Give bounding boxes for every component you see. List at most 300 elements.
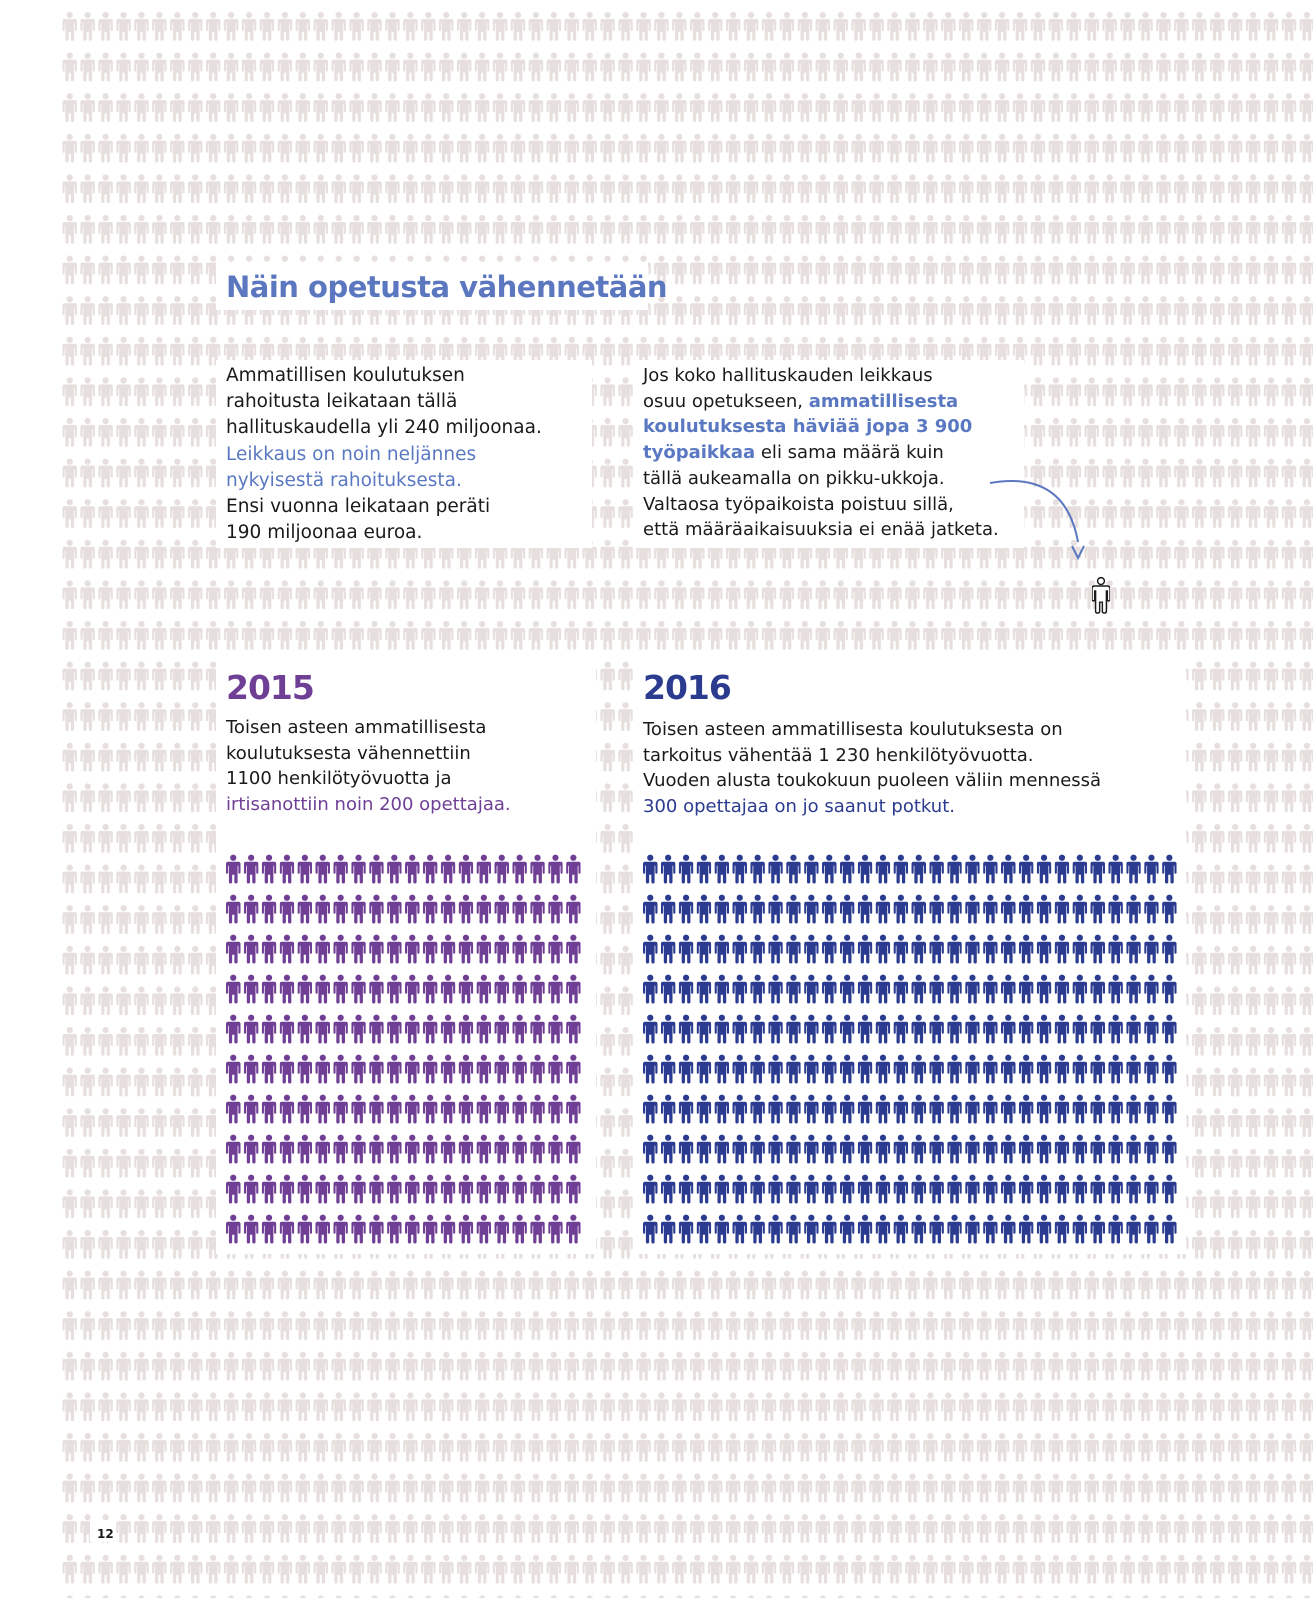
person-icon: [733, 1135, 748, 1164]
person-icon: [1144, 1215, 1159, 1244]
person-icon: [459, 1175, 474, 1204]
person-icon: [512, 1015, 527, 1044]
year-2016-line: tarkoitus vähentää 1 230 henkilötyövuotta.: [643, 744, 1034, 766]
person-icon: [1073, 975, 1088, 1004]
person-icon: [512, 935, 527, 964]
left-intro-line: rahoitusta leikataan tällä: [226, 391, 458, 413]
person-icon: [1001, 1015, 1016, 1044]
year-2016-line: Toisen asteen ammatillisesta koulutuksesta on: [643, 719, 1063, 740]
person-icon: [768, 1055, 783, 1084]
person-icon: [387, 1135, 402, 1164]
person-icon: [280, 855, 295, 884]
person-icon: [894, 855, 909, 884]
person-icon: [226, 1215, 241, 1244]
person-icon: [280, 1175, 295, 1204]
person-icon: [423, 895, 438, 924]
right-intro-text: [643, 363, 999, 543]
person-icon: [423, 1055, 438, 1084]
person-icon: [316, 1055, 331, 1084]
person-icon: [983, 895, 998, 924]
person-icon: [822, 1015, 837, 1044]
person-icon: [947, 1215, 962, 1244]
person-icon: [548, 855, 563, 884]
person-icon: [947, 975, 962, 1004]
person-icon: [316, 1175, 331, 1204]
person-icon: [1092, 574, 1110, 616]
person-icon: [333, 1095, 348, 1124]
right-intro-highlight-line: koulutuksesta häviää jopa 3 900: [643, 416, 973, 438]
person-icon: [983, 1135, 998, 1164]
person-icon: [244, 1175, 259, 1204]
person-icon: [244, 1015, 259, 1044]
person-icon: [929, 1175, 944, 1204]
person-icon: [679, 1015, 694, 1044]
person-icon: [405, 1055, 420, 1084]
person-icon: [715, 1055, 730, 1084]
person-icon: [715, 1095, 730, 1124]
person-icon: [947, 935, 962, 964]
person-icon: [643, 1215, 658, 1244]
year-2016-heading: 2016: [643, 668, 731, 707]
person-icon: [351, 1135, 366, 1164]
person-icon: [697, 1095, 712, 1124]
person-icon: [1126, 1135, 1141, 1164]
person-icon: [316, 1215, 331, 1244]
person-icon: [512, 895, 527, 924]
person-icon: [459, 1095, 474, 1124]
person-icon: [244, 935, 259, 964]
person-icon: [423, 975, 438, 1004]
person-icon: [262, 975, 277, 1004]
person-icon: [822, 1095, 837, 1124]
person-icon: [298, 1015, 313, 1044]
right-intro-line: että määräaikaisuuksia ei enää jatketa.: [643, 519, 999, 541]
person-icon: [804, 1175, 819, 1204]
person-icon: [983, 1055, 998, 1084]
right-intro-highlight: työpaikkaa: [643, 442, 756, 464]
person-icon: [733, 935, 748, 964]
person-icon: [280, 935, 295, 964]
person-icon: [804, 935, 819, 964]
person-icon: [226, 1135, 241, 1164]
person-icon: [929, 935, 944, 964]
year-2015-line: 1100 henkilötyövuotta ja: [226, 768, 452, 790]
person-icon: [423, 1215, 438, 1244]
person-icon: [369, 895, 384, 924]
person-icon: [512, 1095, 527, 1124]
person-icon: [894, 1015, 909, 1044]
person-icon: [786, 895, 801, 924]
person-icon: [405, 1215, 420, 1244]
person-icon: [459, 935, 474, 964]
person-icon: [477, 855, 492, 884]
person-icon: [566, 1095, 581, 1124]
person-icon: [822, 1055, 837, 1084]
person-icon: [566, 975, 581, 1004]
person-icon: [423, 1135, 438, 1164]
person-icon: [1091, 935, 1106, 964]
year-2015-highlight-line: irtisanottiin noin 200 opettajaa.: [226, 793, 511, 815]
person-icon: [1037, 1095, 1052, 1124]
person-icon: [750, 1215, 765, 1244]
person-icon: [351, 975, 366, 1004]
person-icon: [876, 1215, 891, 1244]
person-icon: [566, 1015, 581, 1044]
person-icon: [679, 935, 694, 964]
person-icon: [804, 1095, 819, 1124]
person-icon: [643, 895, 658, 924]
person-icon: [929, 1095, 944, 1124]
person-icon: [929, 1215, 944, 1244]
person-icon: [858, 895, 873, 924]
year-2015-line: Toisen asteen ammatillisesta: [226, 717, 487, 738]
person-icon: [405, 895, 420, 924]
person-icon: [1091, 1215, 1106, 1244]
person-icon: [965, 1055, 980, 1084]
person-icon: [750, 935, 765, 964]
person-icon: [822, 1135, 837, 1164]
person-icon: [566, 1175, 581, 1204]
person-icon: [1073, 1015, 1088, 1044]
person-icon: [1162, 1215, 1177, 1244]
person-icon: [1055, 855, 1070, 884]
person-icon: [768, 1175, 783, 1204]
person-icon: [351, 1015, 366, 1044]
person-icon: [894, 1095, 909, 1124]
person-icon: [912, 1135, 927, 1164]
person-icon: [387, 1095, 402, 1124]
person-icon: [876, 1135, 891, 1164]
person-icon: [566, 935, 581, 964]
person-icon: [661, 1015, 676, 1044]
person-icon: [750, 1175, 765, 1204]
person-icon: [947, 1095, 962, 1124]
person-icon: [316, 1015, 331, 1044]
person-icon: [530, 1215, 545, 1244]
person-icon: [876, 1095, 891, 1124]
person-icon: [768, 895, 783, 924]
person-icon: [1001, 975, 1016, 1004]
person-icon: [477, 935, 492, 964]
person-icon: [387, 1175, 402, 1204]
person-icon: [316, 975, 331, 1004]
person-icon: [643, 1135, 658, 1164]
person-icon: [548, 1055, 563, 1084]
person-icon: [1144, 935, 1159, 964]
person-icon: [405, 975, 420, 1004]
person-icon: [697, 895, 712, 924]
person-icon: [1019, 1135, 1034, 1164]
person-icon: [661, 1055, 676, 1084]
person-icon: [858, 1055, 873, 1084]
person-icon: [405, 1015, 420, 1044]
person-icon: [786, 1055, 801, 1084]
person-icon: [983, 935, 998, 964]
person-icon: [715, 1135, 730, 1164]
person-icon: [858, 1135, 873, 1164]
person-icon: [1055, 1135, 1070, 1164]
person-icon: [226, 1055, 241, 1084]
person-icon: [351, 855, 366, 884]
person-icon: [1144, 855, 1159, 884]
person-icon: [351, 1215, 366, 1244]
person-icon: [566, 1215, 581, 1244]
person-icon: [1144, 895, 1159, 924]
person-icon: [697, 1135, 712, 1164]
person-icon: [477, 1095, 492, 1124]
person-icon: [733, 855, 748, 884]
person-icon: [548, 1015, 563, 1044]
person-icon: [423, 855, 438, 884]
person-icon: [441, 1095, 456, 1124]
person-icon: [1001, 1095, 1016, 1124]
person-icon: [512, 1175, 527, 1204]
person-icon: [965, 855, 980, 884]
right-intro-line: [643, 440, 999, 466]
person-icon: [983, 1215, 998, 1244]
person-icon: [1144, 1055, 1159, 1084]
person-icon: [876, 1015, 891, 1044]
person-icon: [768, 1095, 783, 1124]
person-icon: [643, 1175, 658, 1204]
person-icon: [965, 895, 980, 924]
person-icon: [912, 1215, 927, 1244]
person-icon: [1126, 1215, 1141, 1244]
person-icon: [1162, 895, 1177, 924]
person-icon: [405, 1095, 420, 1124]
person-icon: [333, 1135, 348, 1164]
person-icon: [858, 855, 873, 884]
person-icon: [351, 1095, 366, 1124]
person-icon: [1019, 1055, 1034, 1084]
person-icon: [661, 1215, 676, 1244]
person-icon: [840, 1175, 855, 1204]
person-icon: [679, 1135, 694, 1164]
person-icon: [477, 975, 492, 1004]
person-icon: [1162, 1135, 1177, 1164]
person-icon: [387, 1055, 402, 1084]
person-icon: [983, 855, 998, 884]
person-icon: [822, 855, 837, 884]
person-icon: [298, 1175, 313, 1204]
person-icon: [1091, 975, 1106, 1004]
person-icon: [715, 1175, 730, 1204]
person-icon: [733, 1175, 748, 1204]
person-icon: [495, 1015, 510, 1044]
person-icon: [733, 1215, 748, 1244]
person-icon: [840, 1015, 855, 1044]
person-icon: [679, 975, 694, 1004]
person-icon: [1108, 895, 1123, 924]
person-icon: [405, 1135, 420, 1164]
person-icon: [280, 975, 295, 1004]
person-icon: [1037, 975, 1052, 1004]
person-icon: [965, 935, 980, 964]
person-icon: [495, 1055, 510, 1084]
person-icon: [477, 1215, 492, 1244]
person-icon: [369, 855, 384, 884]
person-icon: [333, 935, 348, 964]
person-icon: [929, 855, 944, 884]
person-icon: [530, 1055, 545, 1084]
person-icon: [1001, 1175, 1016, 1204]
person-icon: [459, 1215, 474, 1244]
person-icon: [715, 1015, 730, 1044]
person-icon: [983, 1015, 998, 1044]
person-icon: [1019, 935, 1034, 964]
person-icon: [768, 1215, 783, 1244]
person-icon: [876, 975, 891, 1004]
person-icon: [912, 975, 927, 1004]
person-icon: [786, 1215, 801, 1244]
year-2016-text: [643, 717, 1101, 819]
person-icon: [477, 895, 492, 924]
person-icon: [1091, 895, 1106, 924]
person-icon: [894, 935, 909, 964]
person-icon: [423, 1175, 438, 1204]
person-icon: [697, 1055, 712, 1084]
person-icon: [1073, 1095, 1088, 1124]
person-icon: [333, 1055, 348, 1084]
person-icon: [643, 1095, 658, 1124]
person-icon: [661, 1095, 676, 1124]
person-icon: [262, 1215, 277, 1244]
person-icon: [1126, 1095, 1141, 1124]
year-2015-line: koulutuksesta vähennettiin: [226, 742, 471, 764]
person-icon: [280, 1015, 295, 1044]
person-icon: [894, 1175, 909, 1204]
person-icon: [387, 975, 402, 1004]
person-icon: [530, 1095, 545, 1124]
person-icon: [733, 1015, 748, 1044]
person-icon: [369, 1135, 384, 1164]
person-icon: [333, 1015, 348, 1044]
person-icon: [840, 1215, 855, 1244]
person-icon: [262, 1055, 277, 1084]
person-icon: [1037, 1015, 1052, 1044]
right-intro-text-part: eli sama määrä kuin: [755, 442, 944, 464]
person-icon: [679, 895, 694, 924]
person-icon: [226, 1015, 241, 1044]
person-icon: [262, 1015, 277, 1044]
person-icon: [643, 935, 658, 964]
person-icon: [298, 1055, 313, 1084]
person-icon: [495, 975, 510, 1004]
person-icon: [387, 935, 402, 964]
person-icon: [495, 895, 510, 924]
person-icon: [786, 855, 801, 884]
person-icon: [477, 1175, 492, 1204]
person-icon: [715, 935, 730, 964]
person-icon: [316, 935, 331, 964]
person-icon: [1108, 935, 1123, 964]
person-icon: [1144, 1095, 1159, 1124]
person-icon: [1073, 1175, 1088, 1204]
person-icon: [965, 975, 980, 1004]
person-icon: [548, 895, 563, 924]
person-icon: [548, 1175, 563, 1204]
person-icon: [1144, 1135, 1159, 1164]
person-icon: [351, 1175, 366, 1204]
person-icon: [226, 1095, 241, 1124]
person-icon: [1091, 855, 1106, 884]
person-icon: [530, 1135, 545, 1164]
person-icon: [894, 1215, 909, 1244]
person-icon: [947, 1015, 962, 1044]
person-icon: [459, 895, 474, 924]
person-icon: [548, 1215, 563, 1244]
person-icon: [840, 1135, 855, 1164]
left-intro-line: 190 miljoonaa euroa.: [226, 522, 423, 544]
person-icon: [1073, 1055, 1088, 1084]
person-icon: [697, 935, 712, 964]
person-icon: [1108, 1215, 1123, 1244]
person-icon: [1162, 1055, 1177, 1084]
person-icon: [226, 855, 241, 884]
person-icon: [1108, 1135, 1123, 1164]
person-icon: [298, 1135, 313, 1164]
person-icon: [477, 1015, 492, 1044]
person-icon: [1126, 895, 1141, 924]
person-icon: [1019, 855, 1034, 884]
person-icon: [697, 975, 712, 1004]
person-icon: [1019, 1175, 1034, 1204]
person-icon: [1162, 975, 1177, 1004]
person-icon: [876, 855, 891, 884]
person-icon: [1037, 1215, 1052, 1244]
person-icon: [643, 855, 658, 884]
person-icon: [804, 855, 819, 884]
person-icon: [1108, 975, 1123, 1004]
person-icon: [244, 1135, 259, 1164]
person-icon: [495, 1135, 510, 1164]
figures-2015: [226, 850, 584, 1248]
person-icon: [697, 1175, 712, 1204]
person-icon: [459, 1135, 474, 1164]
person-icon: [226, 935, 241, 964]
person-icon: [661, 975, 676, 1004]
person-icon: [804, 1055, 819, 1084]
person-icon: [715, 1215, 730, 1244]
person-icon: [1001, 1215, 1016, 1244]
person-icon: [530, 855, 545, 884]
person-icon: [226, 1175, 241, 1204]
person-icon: [804, 895, 819, 924]
person-icon: [661, 935, 676, 964]
person-icon: [1108, 855, 1123, 884]
person-icon: [822, 1175, 837, 1204]
left-intro-text: [226, 363, 542, 546]
person-icon: [405, 935, 420, 964]
person-icon: [244, 975, 259, 1004]
person-icon: [1126, 975, 1141, 1004]
person-icon: [1019, 1215, 1034, 1244]
person-icon: [965, 1015, 980, 1044]
person-icon: [912, 1095, 927, 1124]
person-icon: [912, 855, 927, 884]
person-icon: [333, 1215, 348, 1244]
person-icon: [733, 1095, 748, 1124]
person-icon: [566, 855, 581, 884]
person-icon: [768, 1015, 783, 1044]
person-icon: [262, 935, 277, 964]
person-icon: [298, 1095, 313, 1124]
person-icon: [715, 895, 730, 924]
person-icon: [1037, 855, 1052, 884]
person-icon: [512, 1055, 527, 1084]
person-icon: [548, 1135, 563, 1164]
person-icon: [369, 975, 384, 1004]
